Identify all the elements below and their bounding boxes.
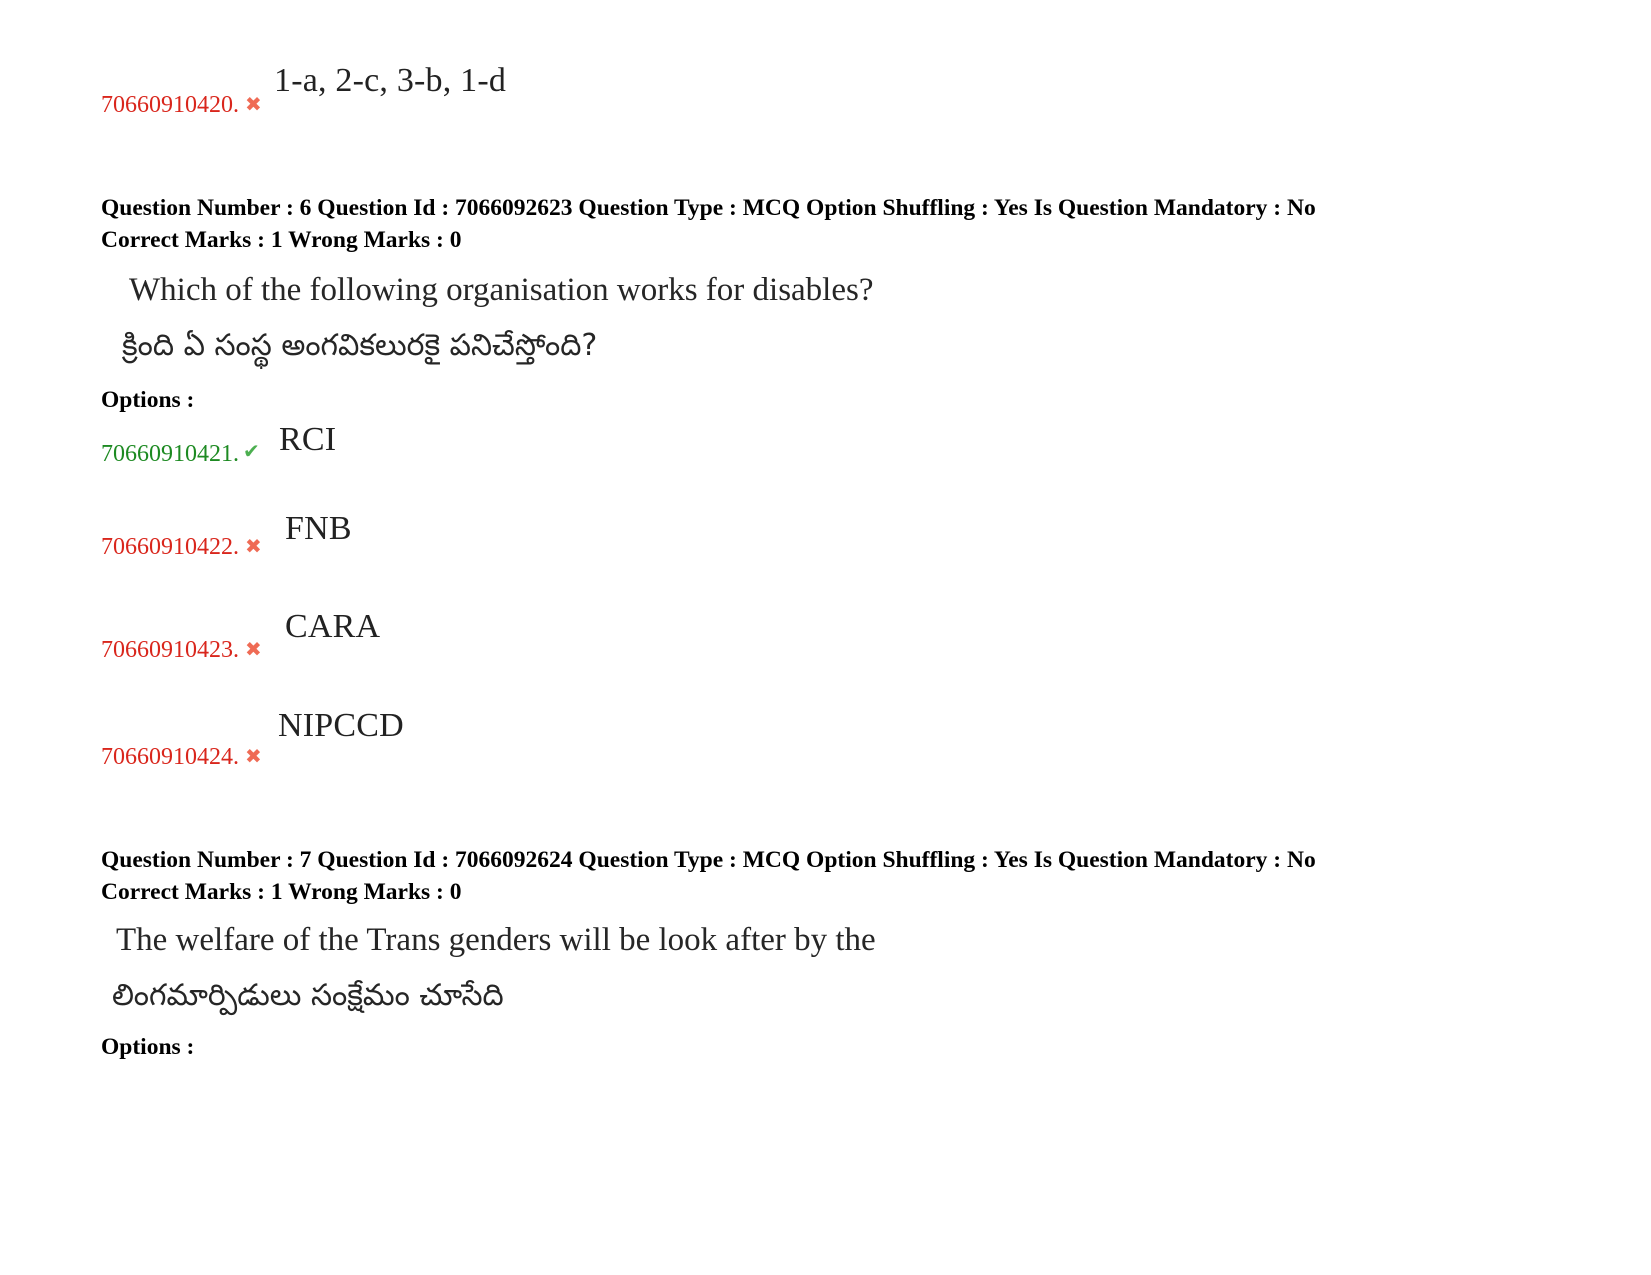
question-meta-line: Question Number : 7 Question Id : 7066092624 Question Type : MCQ Option Shuffling : Yes Is Question Mandatory : No [101,847,1316,873]
options-label: Options : [101,1034,195,1060]
option-id: 70660910423. [101,637,239,663]
question-text-english: The welfare of the Trans genders will be look after by the [116,922,876,958]
question-text-telugu: లింగమార్పిడులు సంక్షేమం చూసేది [112,978,504,1013]
cross-icon: ✖ [245,534,262,558]
option-text: NIPCCD [278,707,404,744]
cross-icon: ✖ [245,744,262,768]
option-id: 70660910424. [101,744,239,770]
option-text: FNB [285,510,352,547]
cross-icon: ✖ [245,92,262,116]
option-text: 1-a, 2-c, 3-b, 1-d [274,62,507,99]
options-label: Options : [101,387,195,413]
option-text: RCI [279,421,337,458]
question-text-telugu: క్రింది ఏ సంస్థ అంగవికలురకై పనిచేస్తోంది? [122,328,598,363]
option-text: CARA [285,608,381,645]
check-icon: ✔ [243,439,260,463]
question-marks-line: Correct Marks : 1 Wrong Marks : 0 [101,879,462,905]
question-meta-line: Question Number : 6 Question Id : 7066092623 Question Type : MCQ Option Shuffling : Yes Is Question Mandatory : No [101,195,1316,221]
question-text-english: Which of the following organisation works for disables? [129,272,874,308]
question-marks-line: Correct Marks : 1 Wrong Marks : 0 [101,227,462,253]
option-id: 70660910421. [101,441,239,467]
option-id: 70660910420. [101,92,239,118]
option-id: 70660910422. [101,534,239,560]
cross-icon: ✖ [245,637,262,661]
